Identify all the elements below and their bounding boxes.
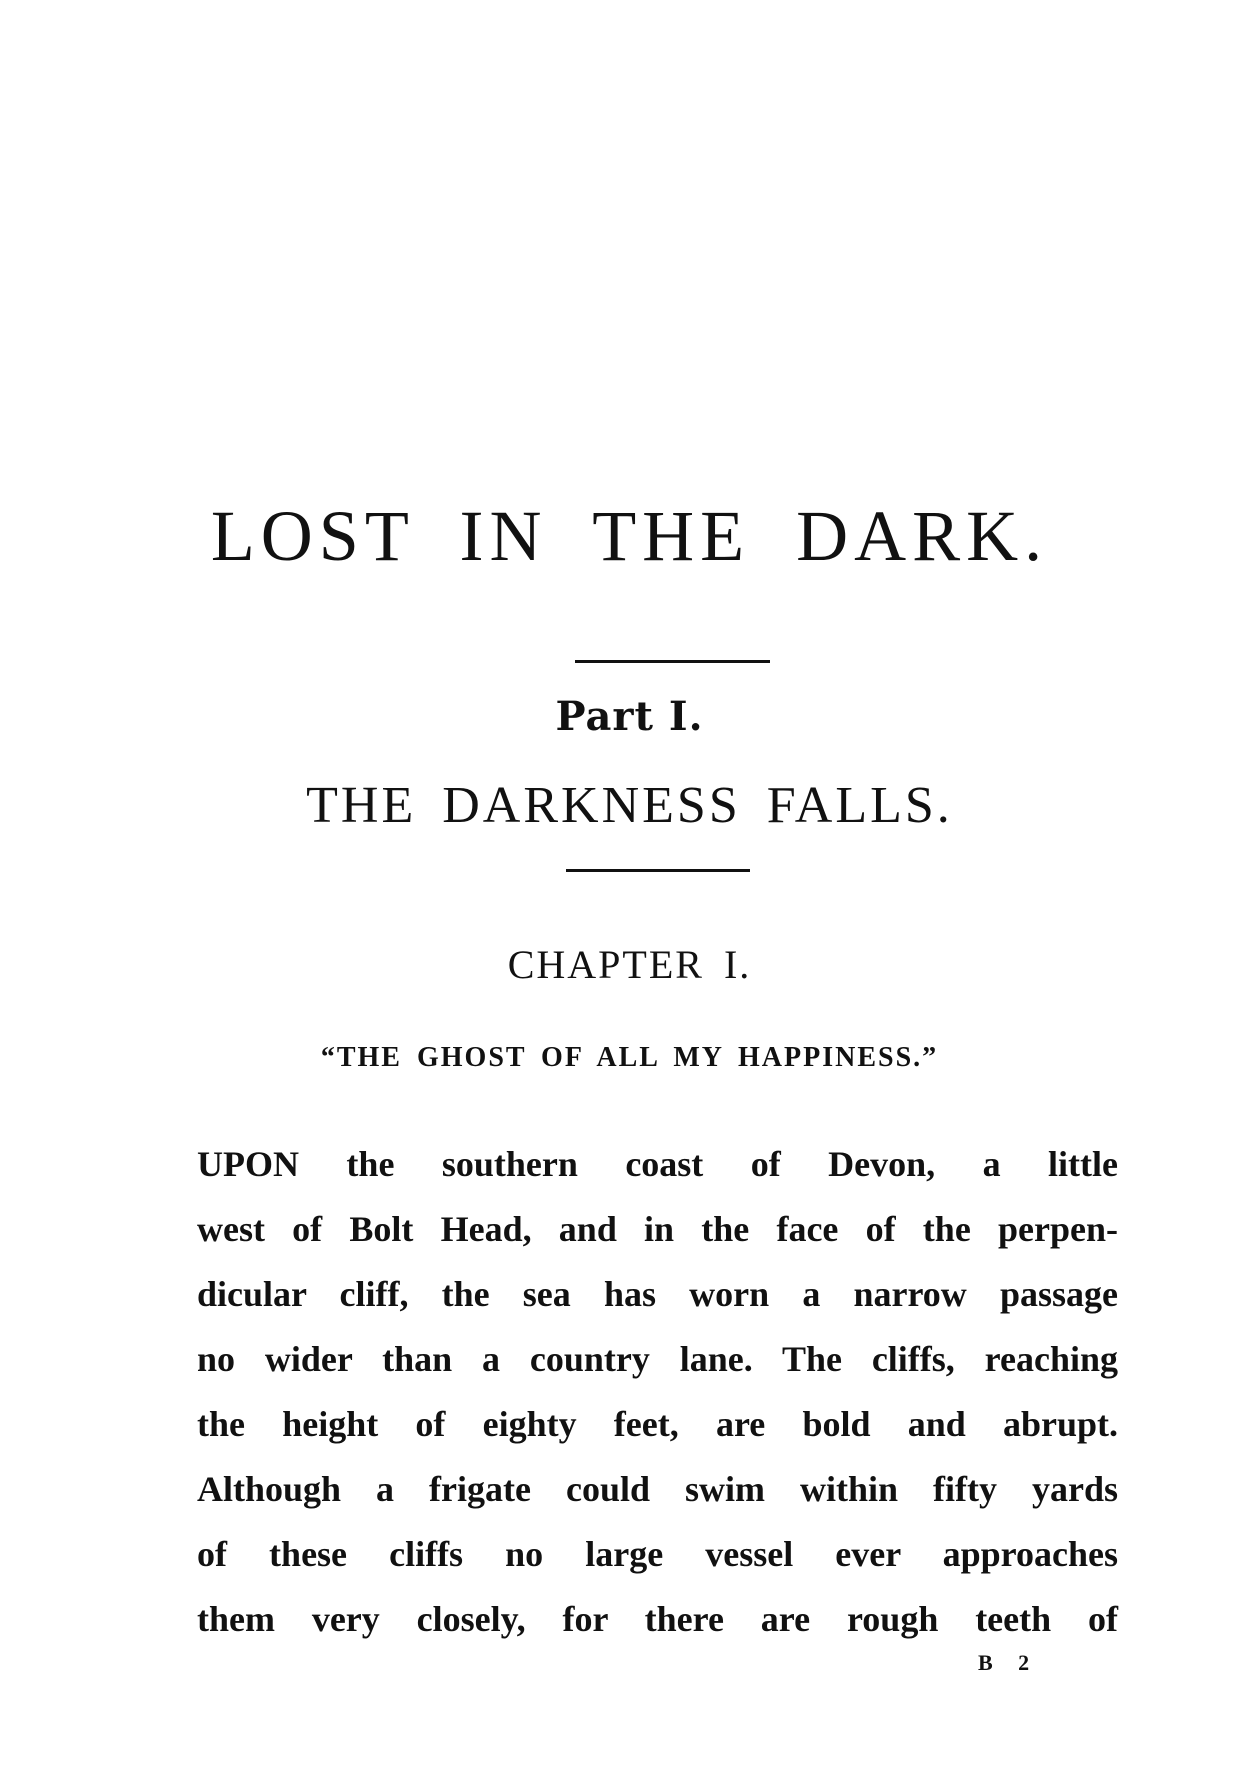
title-divider-rule [575,660,770,663]
part-divider-rule [566,869,750,872]
body-line: them very closely, for there are rough teeth of [197,1599,1118,1639]
signature-mark: B 2 [978,1650,1040,1675]
body-paragraph [197,1132,1118,1652]
book-title: LOST IN THE DARK. [210,496,1049,576]
body-line: the height of eighty feet, are bold and abrupt. [197,1404,1118,1444]
part-title: THE DARKNESS FALLS. [306,777,953,834]
chapter-title: “THE GHOST OF ALL MY HAPPINESS.” [320,1042,939,1073]
body-line: no wider than a country lane. The cliffs, reaching [197,1339,1118,1379]
body-line: west of Bolt Head, and in the face of the perpen- [197,1209,1118,1249]
body-line: of these cliffs no large vessel ever approaches [197,1534,1118,1574]
part-label: Part I. [555,693,704,740]
body-line: UPON the southern coast of Devon, a little [197,1144,1118,1184]
body-line: Although a frigate could swim within fifty yards [197,1469,1118,1509]
body-line: dicular cliff, the sea has worn a narrow passage [197,1274,1118,1314]
chapter-number: CHAPTER I. [507,942,752,987]
